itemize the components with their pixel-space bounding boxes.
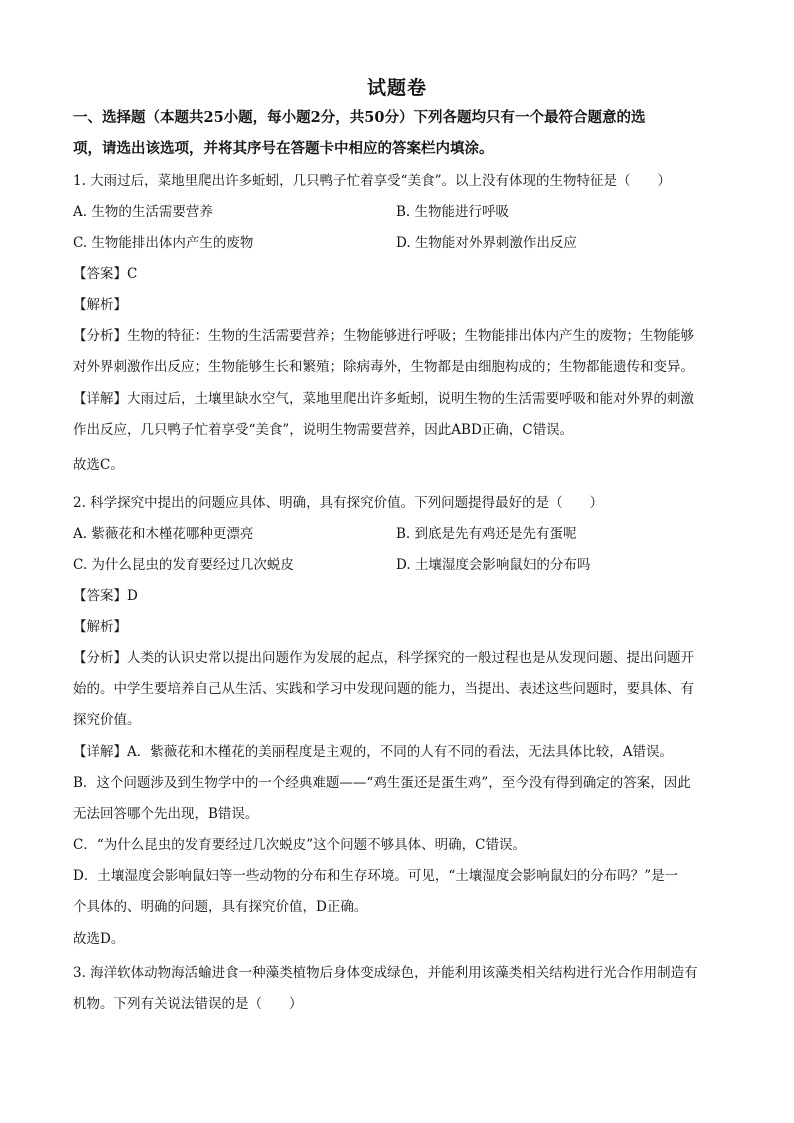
page-title: 试题卷 <box>366 77 427 99</box>
question-2-detail-b-line-1: B．这个问题涉及到生物学中的一个经典难题——“鸡生蛋还是蛋生鸡”，至今没有得到确定的答案，因此 <box>73 775 691 791</box>
question-1-conclusion: 故选C。 <box>73 457 124 473</box>
question-2-stem: 2. 科学探究中提出的问题应具体、明确，具有探究价值。下列问题提得最好的是（ ） <box>73 495 604 511</box>
question-2-fenxi-line-1: 【分析】人类的认识史常以提出问题作为发展的起点，科学探究的一般过程也是从发现问题、提出问题开 <box>73 650 694 666</box>
question-1-detail-line-2: 作出反应，几只鸭子忙着享受“美食”，说明生物需要营养，因此ABD正确，C错误。 <box>73 422 574 438</box>
question-2-detail-d-line-1: D．土壤湿度会影响鼠妇等一些动物的分布和生存环境。可见，“土壤湿度会影响鼠妇的分布吗？”是一 <box>73 868 679 884</box>
question-2-option-d: D. 土壤湿度会影响鼠妇的分布吗 <box>396 557 591 573</box>
question-2-option-b: B. 到底是先有鸡还是先有蛋呢 <box>396 526 577 542</box>
question-2-analysis-label: 【解析】 <box>73 619 127 635</box>
question-2-detail-c-line: C．“为什么昆虫的发育要经过几次蜕皮”这个问题不够具体、明确，C错误。 <box>73 837 526 853</box>
section-heading-line-2: 项，请选出该选项，并将其序号在答题卡中相应的答案栏内填涂。 <box>73 140 494 157</box>
question-1-option-b: B. 生物能进行呼吸 <box>396 204 510 220</box>
question-1-option-a: A. 生物的生活需要营养 <box>73 204 213 220</box>
question-1-analysis-label: 【解析】 <box>73 297 127 313</box>
question-1-stem: 1. 大雨过后，菜地里爬出许多蚯蚓，几只鸭子忙着享受“美食”。以上没有体现的生物特征是（ ） <box>73 173 671 189</box>
question-1-answer: 【答案】C <box>73 266 138 282</box>
question-2-detail-line-1: 【详解】A．紫薇花和木槿花的美丽程度是主观的，不同的人有不同的看法，无法具体比较，A错误。 <box>73 744 673 760</box>
question-3-stem-line-1: 3. 海洋软体动物海活蝓进食一种藻类植物后身体变成绿色，并能利用该藻类相关结构进行光合作用制造有 <box>73 965 698 981</box>
question-1-detail-line-1: 【详解】大雨过后，土壤里缺水空气，菜地里爬出许多蚯蚓，说明生物的生活需要呼吸和能对外界的刺激 <box>73 391 694 407</box>
question-3-stem-line-2: 机物。下列有关说法错误的是（ ） <box>73 996 303 1012</box>
question-2-fenxi-line-3: 探究价值。 <box>73 712 141 728</box>
question-1-fenxi-line-1: 【分析】生物的特征：生物的生活需要营养；生物能够进行呼吸；生物能排出体内产生的废物；生物能够 <box>73 328 694 344</box>
question-2-answer: 【答案】D <box>73 588 138 604</box>
question-2-option-c: C. 为什么昆虫的发育要经过几次蜕皮 <box>73 557 294 573</box>
question-2-detail-b-line-2: 无法回答哪个先出现，B错误。 <box>73 806 259 822</box>
question-1-option-c: C. 生物能排出体内产生的废物 <box>73 235 254 251</box>
question-2-detail-d-line-2: 个具体的、明确的问题，具有探究价值，D正确。 <box>73 899 368 915</box>
question-2-conclusion: 故选D。 <box>73 931 125 947</box>
question-2-option-a: A. 紫薇花和木槿花哪种更漂亮 <box>73 526 254 542</box>
question-1-fenxi-line-2: 对外界刺激作出反应；生物能够生长和繁殖；除病毒外，生物都是由细胞构成的；生物都能遗传和变异。 <box>73 359 694 375</box>
question-1-option-d: D. 生物能对外界刺激作出反应 <box>396 235 577 251</box>
question-2-fenxi-line-2: 始的。中学生要培养自己从生活、实践和学习中发现问题的能力，当提出、表述这些问题时，要具体、有 <box>73 681 694 697</box>
section-heading-line-1: 一、选择题（本题共25小题，每小题2分，共50分）下列各题均只有一个最符合题意的选 <box>73 109 646 126</box>
